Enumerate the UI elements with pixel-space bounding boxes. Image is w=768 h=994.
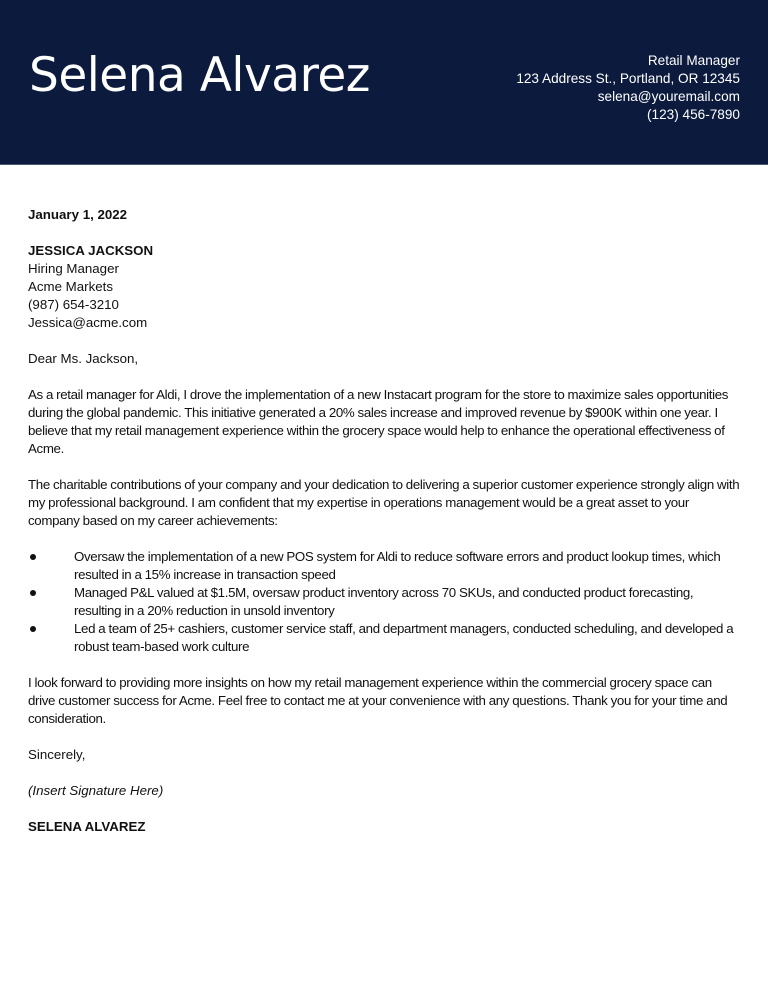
signature-placeholder: (Insert Signature Here) [28,783,164,798]
bullet-icon [30,554,36,560]
sender-contact-block [516,52,740,124]
list-item-text: Oversaw the implementation of a new POS system for Aldi to reduce software errors and product lookup times, which resulted in a 15% increase in transaction speed [74,549,721,582]
body-paragraph-1: As a retail manager for Aldi, I drove the implementation of a new Instacart program for the store to maximize sales opportunities during the global pandemic. This initiative generated a 20% sales increase and improved revenue by $900K within one year. I believe that my retail management experience within the grocery space would help to enhance the operational effectiveness of Acme. [28,387,729,456]
spacer [28,764,740,782]
spacer [28,800,740,818]
list-item [28,548,740,584]
spacer [28,530,740,548]
signer-name: SELENA ALVAREZ [28,819,146,834]
letter-date: January 1, 2022 [28,207,128,222]
spacer [28,368,740,386]
recipient-name: JESSICA JACKSON [28,243,154,258]
sender-email: selena@youremail.com [597,89,740,104]
sender-address: 123 Address St., Portland, OR 12345 [516,71,740,86]
recipient-phone: (987) 654-3210 [28,297,119,312]
recipient-block [28,242,740,332]
spacer [28,728,740,746]
letterhead-banner [0,0,768,165]
bullet-icon [30,590,36,596]
list-item-text: Managed P&L valued at $1.5M, oversaw product inventory across 70 SKUs, and conducted product forecasting, resulting in a 20% reduction in unsold inventory [74,585,694,618]
bullet-icon [30,626,36,632]
sender-job-title: Retail Manager [647,53,740,68]
sender-name: Selena Alvarez [29,48,370,103]
spacer [28,332,740,350]
recipient-email: Jessica@acme.com [28,315,148,330]
achievements-list [28,548,740,656]
recipient-title: Hiring Manager [28,261,119,276]
body-paragraph-3: I look forward to providing more insights on how my retail management experience within the commercial grocery space can drive customer success for Acme. Feel free to contact me at your convenience with any questions. Thank you for your time and consideration. [28,675,728,726]
sender-phone: (123) 456-7890 [647,107,740,122]
body-paragraph-2: The charitable contributions of your company and your dedication to delivering a superior customer experience strongly align with my professional background. I am confident that my expertise in operations management would be a great asset to your company based on my career achievements: [28,477,740,528]
salutation: Dear Ms. Jackson, [28,351,139,366]
closing: Sincerely, [28,747,86,762]
list-item-text: Led a team of 25+ cashiers, customer service staff, and department managers, conducted scheduling, and developed a robust team-based work culture [74,621,734,654]
list-item [28,620,740,656]
spacer [28,224,740,242]
recipient-company: Acme Markets [28,279,113,294]
spacer [28,656,740,674]
letter-body [28,206,740,836]
spacer [28,458,740,476]
list-item [28,584,740,620]
